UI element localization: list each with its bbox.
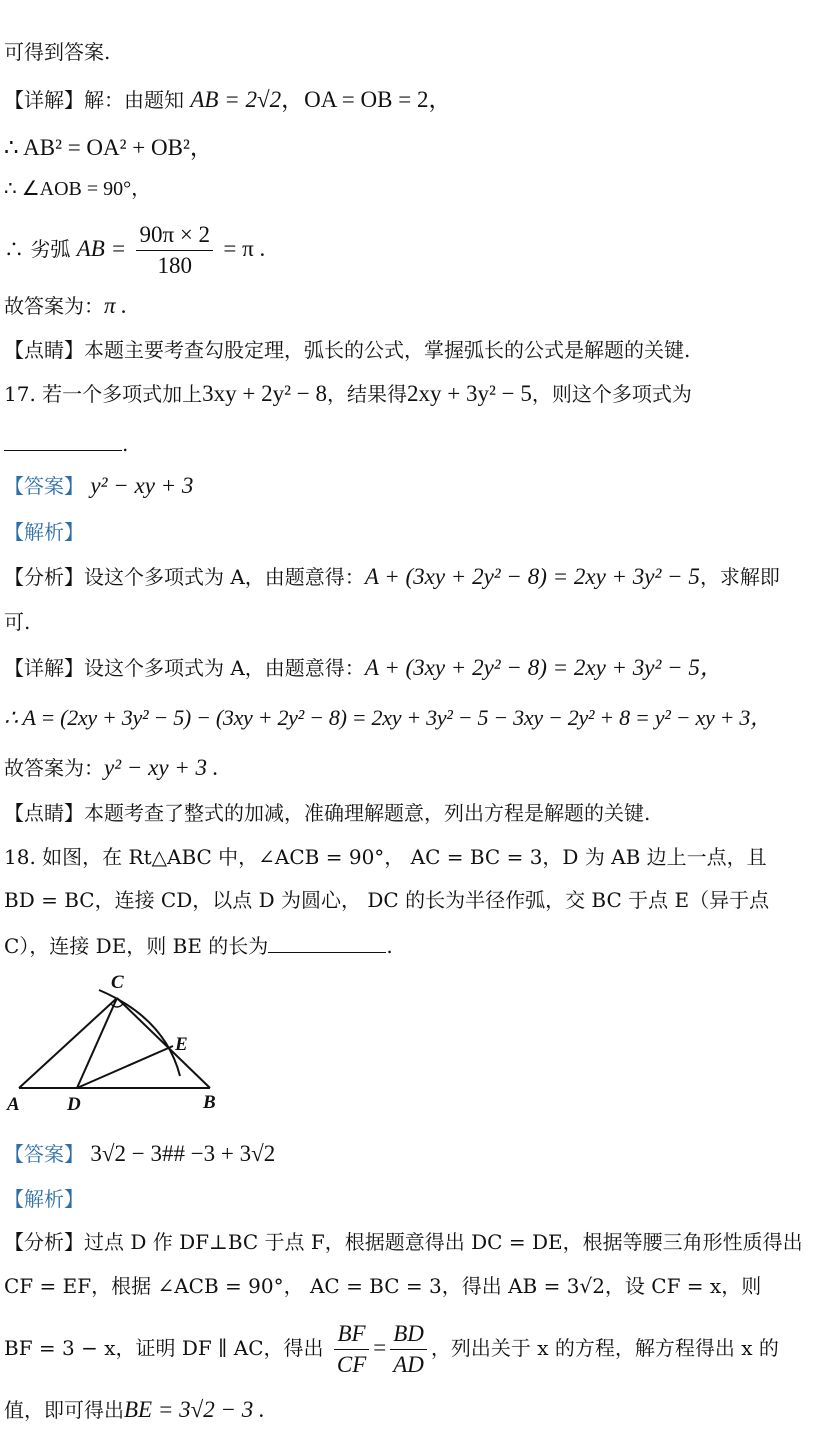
section-tag: 【详解】: [4, 88, 84, 112]
math-expression: 3xy + 2y² − 8: [202, 381, 328, 406]
point-label-a: A: [7, 1094, 20, 1115]
fraction: [334, 1319, 369, 1380]
math-expression: BE = 3√2 − 3 .: [124, 1397, 265, 1422]
segment-ac: [19, 998, 117, 1088]
answer-line: [4, 472, 193, 500]
text-line: 【点睛】本题考查了整式的加减，准确理解题意，列出方程是解题的关键.: [4, 801, 651, 825]
math-expression: 2xy + 3y² − 5: [407, 381, 532, 406]
math-line: ∴ AB² = OA² + OB²，: [4, 135, 213, 160]
math-expression: y² − xy + 3: [90, 473, 194, 498]
math-line: ∴ A = (2xy + 3y² − 5) − (3xy + 2y² − 8) = 2xy + 3y² − 5 − 3xy − 2y² + 8 = y² − xy + 3，: [4, 705, 772, 730]
segment-cd: [77, 998, 117, 1088]
analysis-tag: 【解析】: [4, 520, 84, 544]
math-expression: y² − xy + 3 .: [104, 755, 219, 780]
math-expression: π .: [104, 293, 128, 318]
fraction-numerator: 90π × 2: [136, 220, 213, 251]
text-run: .: [122, 432, 129, 456]
fraction-numerator: BD: [390, 1319, 427, 1350]
answer-blank: [4, 428, 122, 451]
answer-tag: 【答案】: [4, 1142, 84, 1166]
text-run: 【详解】设这个多项式为 A，由题意得：: [4, 656, 365, 680]
segment-bc: [117, 998, 210, 1088]
text-run: ，列出关于 x 的方程，解方程得出 x 的: [430, 1336, 779, 1360]
point-label-c: C: [111, 972, 124, 993]
point-label-e: E: [175, 1034, 188, 1055]
question-line: 18. 如图，在 Rt△ABC 中，∠ACB = 90°， AC = BC = 3，D 为 AB 边上一点，且: [4, 845, 767, 869]
text-line: [4, 292, 127, 320]
segment-de: [77, 1046, 173, 1088]
math-expression: AB = 2√2: [190, 87, 282, 112]
fraction-denominator: AD: [393, 1352, 424, 1377]
text-line: 可.: [4, 610, 31, 634]
point-label-d: D: [67, 1094, 81, 1115]
text-run: ，求解即: [699, 565, 780, 589]
text-run: 17. 若一个多项式加上: [4, 382, 203, 406]
math-expression: ，OA = OB = 2，: [281, 87, 452, 112]
text-line: 可得到答案.: [4, 40, 111, 64]
analysis-tag: 【解析】: [4, 1187, 84, 1211]
text-run: 【分析】设这个多项式为 A，由题意得：: [4, 565, 365, 589]
question-line: BD = BC，连接 CD，以点 D 为圆心， DC 的长为半径作弧，交 BC 于点 E（异于点: [4, 888, 770, 912]
text-line: CF = EF，根据 ∠ACB = 90°， AC = BC = 3，得出 AB = 3√2，设 CF = x，则: [4, 1274, 762, 1298]
text-run: C），连接 DE，则 BE 的长为: [4, 934, 269, 958]
text-run: 故答案为：: [4, 756, 104, 780]
text-run: ，则这个多项式为: [531, 382, 692, 406]
answer-tag: 【答案】: [4, 474, 84, 498]
point-label-b: B: [203, 1092, 216, 1113]
math-line: ∴ ∠AOB = 90°，: [4, 178, 152, 200]
text-line: [4, 563, 780, 591]
text-run: ∴ 劣弧: [4, 237, 71, 261]
text-line: [4, 1396, 265, 1424]
question-line: [4, 930, 393, 960]
text-line: [4, 1316, 779, 1380]
text-line: [4, 218, 265, 281]
answer-line: [4, 1140, 275, 1168]
geometry-figure: [5, 968, 235, 1118]
math-expression: =: [373, 1335, 387, 1360]
math-expression: = π .: [223, 236, 266, 261]
fraction-denominator: 180: [157, 253, 192, 278]
fraction: [136, 220, 213, 281]
text-run: 故答案为：: [4, 294, 104, 318]
text-run: BF = 3 − x，证明 DF ∥ AC，得出: [4, 1336, 324, 1360]
text-line: 【点睛】本题主要考查勾股定理，弧长的公式，掌握弧长的公式是解题的关键.: [4, 338, 691, 362]
text-run: .: [386, 934, 393, 958]
text-run: 值，即可得出: [4, 1398, 124, 1422]
text-line: [4, 654, 723, 682]
text-run: 解：由题知: [84, 88, 184, 112]
math-expression: 3√2 − 3## −3 + 3√2: [90, 1141, 276, 1166]
text-line: [4, 754, 219, 782]
math-expression: A + (3xy + 2y² − 8) = 2xy + 3y² − 5: [364, 564, 700, 589]
fraction: [390, 1319, 427, 1380]
text-line: [4, 86, 451, 114]
math-expression: AB =: [76, 236, 127, 261]
answer-blank: [268, 930, 386, 953]
fraction-denominator: CF: [336, 1352, 367, 1377]
answer-blank-line: [4, 428, 128, 458]
text-run: ，结果得: [327, 382, 408, 406]
question-line: [4, 380, 692, 408]
fraction-numerator: BF: [334, 1319, 369, 1350]
math-expression: A + (3xy + 2y² − 8) = 2xy + 3y² − 5，: [364, 655, 723, 680]
text-line: 【分析】过点 D 作 DF⊥BC 于点 F，根据题意得出 DC = DE，根据等腰三角形性质得出: [4, 1230, 803, 1254]
